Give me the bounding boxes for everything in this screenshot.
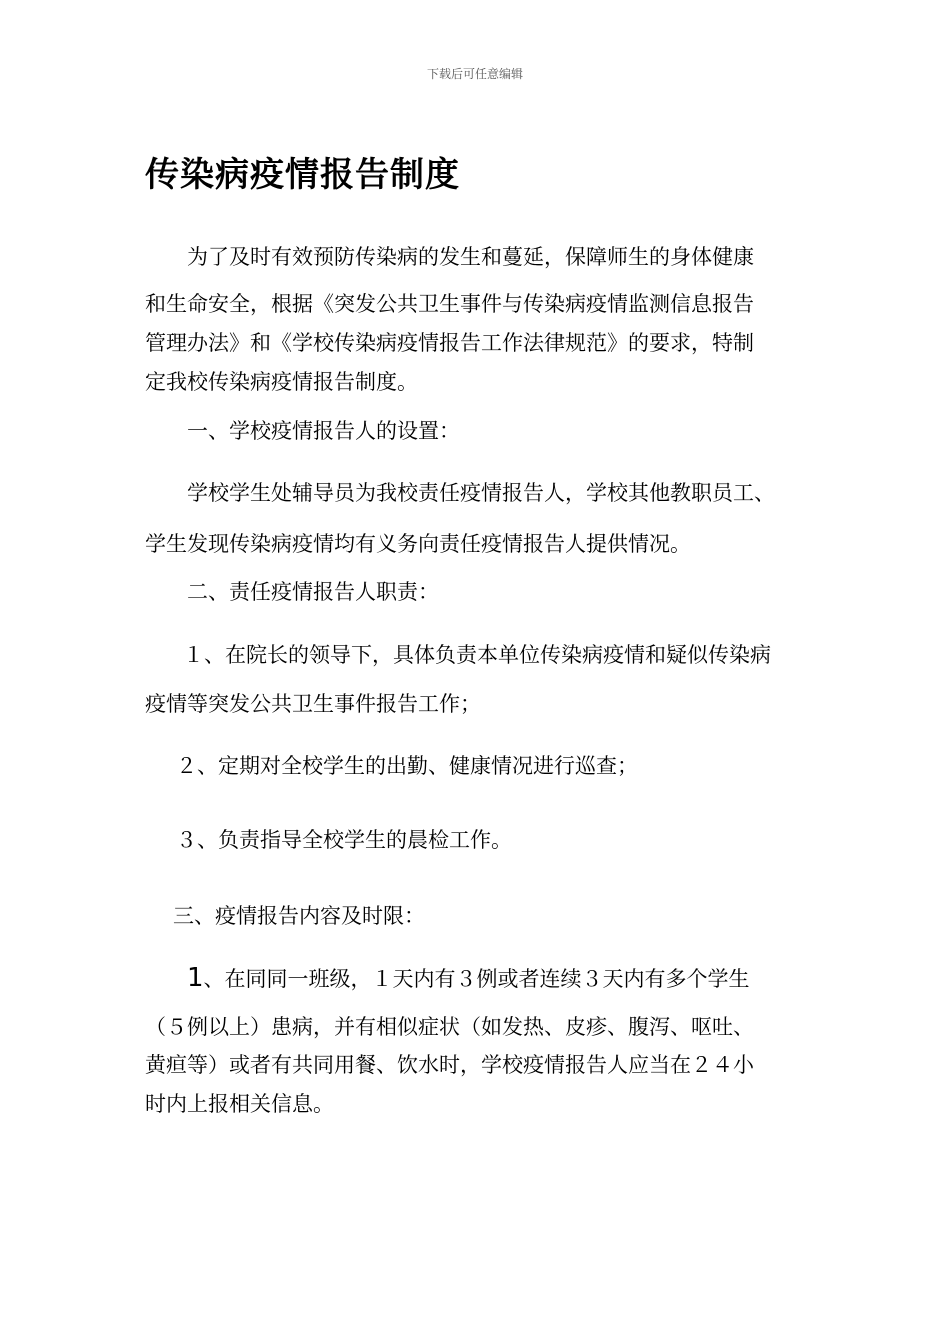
section-2-heading: 二、责任疫情报告人职责： [187,580,439,604]
section-3-heading: 三、疫情报告内容及时限： [173,904,425,928]
section-2-item-3: ３、负责指导全校学生的晨检工作。 [176,828,512,852]
section-1-line-2: 学生发现传染病疫情均有义务向责任疫情报告人提供情况。 [145,532,691,556]
section-2-item-2: ２、定期对全校学生的出勤、健康情况进行巡查； [176,754,638,778]
section-3-item-1-number: 1 [187,963,204,993]
document-title: 传染病疫情报告制度 [145,155,460,195]
page-header-note: 下载后可任意编辑 [426,67,523,81]
intro-line-3: 管理办法》和《学校传染病疫情报告工作法律规范》的要求，特制 [145,331,754,355]
intro-line-2: 和生命安全，根据《突发公共卫生事件与传染病疫情监测信息报告 [145,292,754,316]
section-3-item-1-line-1 [187,964,750,993]
section-3-item-1-line-2: （５例以上）患病，并有相似症状（如发热、皮疹、腹泻、呕吐、 [145,1015,754,1039]
intro-line-4: 定我校传染病疫情报告制度。 [145,370,418,394]
section-3-item-1-line-4: 时内上报相关信息。 [145,1092,334,1116]
section-2-item-1-line-2: 疫情等突发公共卫生事件报告工作； [145,692,481,716]
section-1-heading: 一、学校疫情报告人的设置： [187,419,460,443]
intro-line-1: 为了及时有效预防传染病的发生和蔓延，保障师生的身体健康 [187,245,754,269]
section-2-item-1-line-1: １、在院长的领导下，具体负责本单位传染病疫情和疑似传染病 [183,643,771,667]
section-3-item-1-line-1-text: 、在同同一班级，１天内有３例或者连续３天内有多个学生 [203,967,750,991]
section-1-line-1: 学校学生处辅导员为我校责任疫情报告人，学校其他教职员工、 [187,481,775,505]
section-3-item-1-line-3: 黄疸等）或者有共同用餐、饮水时，学校疫情报告人应当在２４小 [145,1053,754,1077]
